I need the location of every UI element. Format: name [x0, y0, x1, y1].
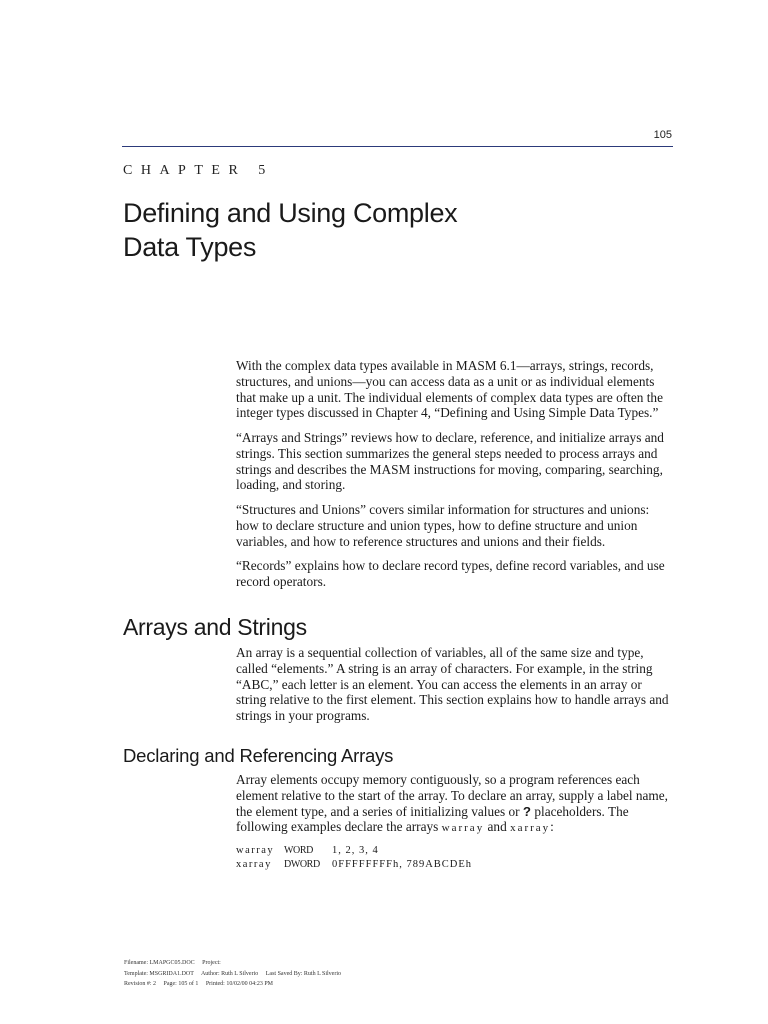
chapter-title-line-2: Data Types: [123, 232, 257, 262]
declaring-text-end: :: [550, 819, 554, 835]
chapter-title-line-1: Defining and Using Complex: [123, 198, 458, 228]
inline-code-xarray: xarray: [510, 822, 551, 835]
chapter-label: CHAPTER 5: [123, 163, 274, 178]
footer-line-3: Revision #: 2 Page: 105 of 1 Printed: 10/02/00 04:23 PM: [124, 981, 274, 987]
placeholder-symbol: ?: [522, 803, 532, 819]
declaring-text-and: and: [484, 819, 511, 835]
intro-paragraph-3: “Structures and Unions” covers similar information for structures and unions: how to declare structure and union types, how to define structure and union variables, and how to reference structures and unions and their fields.: [236, 502, 650, 549]
code-values: 1, 2, 3, 4: [332, 845, 379, 856]
code-line-warray: [236, 844, 472, 858]
code-values: 0FFFFFFFFh, 789ABCDEh: [332, 859, 473, 870]
declaring-text-mid: placeholders. The following examples declare the arrays: [236, 803, 629, 835]
declaring-paragraph-1: [236, 772, 674, 837]
inline-code-warray: warray: [441, 822, 485, 835]
declaring-text-start: Array elements occupy memory contiguously, so a program references each element relative to the start of the array. To declare an array, supply a label name, the element type, and a series of initializing values or: [236, 772, 669, 819]
section-heading-arrays-and-strings: Arrays and Strings: [123, 614, 307, 640]
code-type: WORD: [284, 845, 313, 856]
subsection-heading-declaring-arrays: Declaring and Referencing Arrays: [123, 745, 394, 766]
footer-line-2: Template: MSGRIDA1.DOT Author: Ruth L Silverio Last Saved By: Ruth L Silverio: [124, 970, 342, 977]
header-rule: [122, 146, 673, 147]
intro-paragraph-4: “Records” explains how to declare record types, define record variables, and use record operators.: [236, 558, 665, 589]
footer-line-1: Filename: LMAPGC05.DOC Project:: [124, 960, 221, 966]
code-line-xarray: [236, 858, 472, 872]
code-label: warray: [236, 845, 275, 856]
chapter-title: [123, 196, 457, 264]
intro-paragraph-2: “Arrays and Strings” reviews how to declare, reference, and initialize arrays and strings. This section summarizes the general steps needed to process arrays and strings and describes the MASM instructions for moving, comparing, searching, loading, and storing.: [236, 430, 664, 493]
intro-paragraph-1: With the complex data types available in MASM 6.1—arrays, strings, records, structures, and unions—you can access data as a unit or as individual elements that make up a unit. The individual elements of complex data types are often the integer types discussed in Chapter 4, “Defining and Using Simple Data Types.”: [236, 358, 663, 421]
arrays-paragraph-1: An array is a sequential collection of variables, all of the same size and type, called “elements.” A string is an array of characters. For example, in the string “ABC,” each letter is an element. You can access the elements in an array or string relative to the first element. This section explains how to handle arrays and strings in your programs.: [236, 645, 669, 724]
page-number: 105: [653, 129, 672, 141]
code-example-block: [236, 844, 472, 872]
code-type: DWORD: [284, 859, 320, 870]
document-footer: [124, 958, 341, 990]
code-label: xarray: [236, 859, 272, 870]
